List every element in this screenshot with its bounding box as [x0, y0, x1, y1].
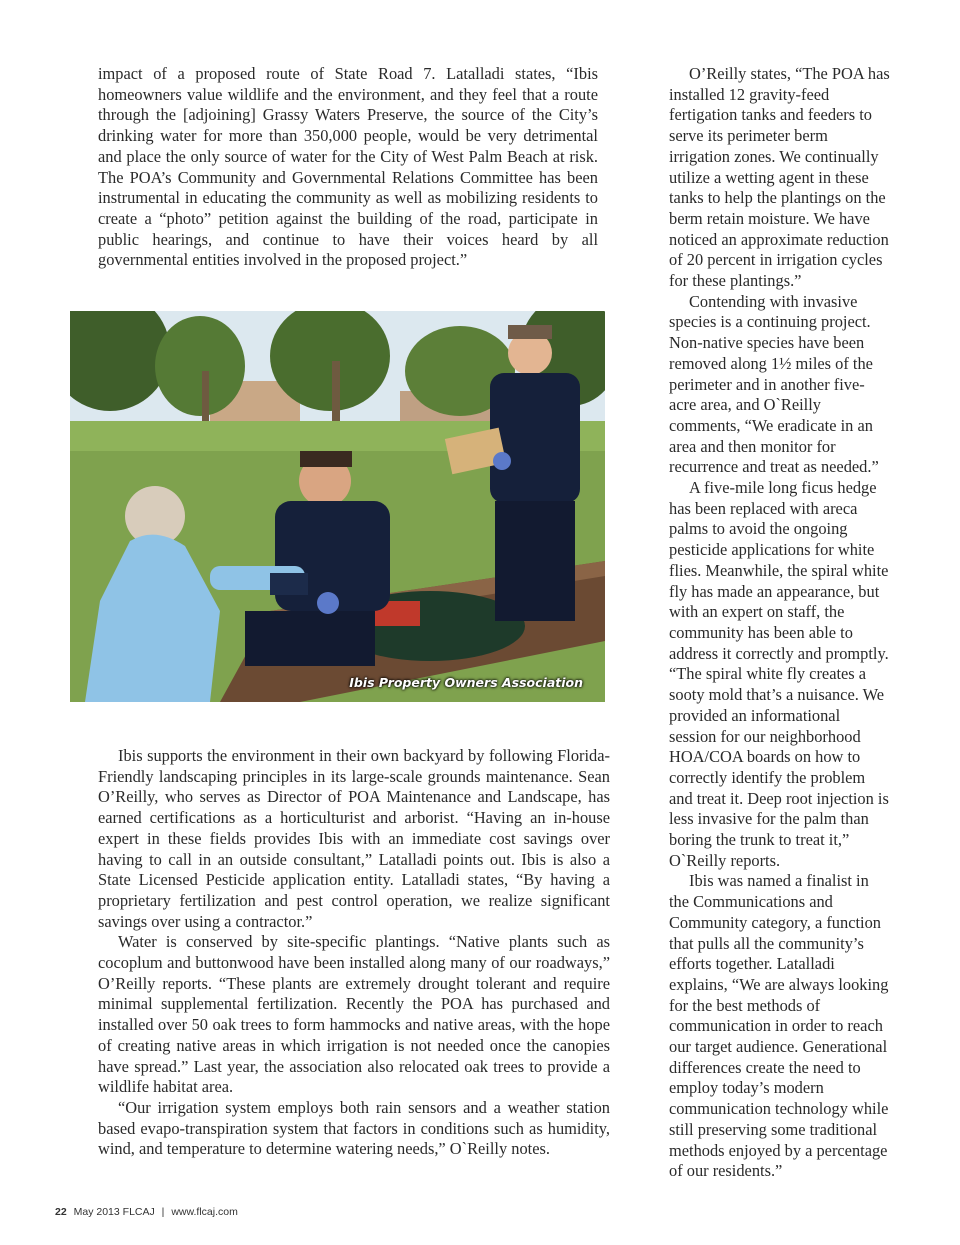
- body-paragraph: impact of a proposed route of State Road 7. Latalladi states, “Ibis homeowners value wildlife and the environment, and they feel that a route through the [adjoining] Grassy Waters Preserve, the source of the City’s drinking water for more than 350,000 people, would be very detrimental and place the only source of water for the City of West Palm Beach at risk. The POA’s Community and Governmental Relations Committee has been instrumental in educating the community as well as mobilizing residents to create a “photo” petition against the building of the road, participate in public hearings, and continue to have their voices heard by all governmental entities involved in the proposed project.”: [98, 64, 598, 270]
- article-photo: [70, 311, 605, 702]
- photo-caption: Ibis Property Owners Association: [349, 675, 583, 690]
- page-footer: [55, 1206, 238, 1218]
- right-column: [669, 64, 891, 1182]
- body-paragraph: O’Reilly states, “The POA has installed 12 gravity-feed fertigation tanks and feeders to serve its perimeter berm irrigation zones. We continually utilize a wetting agent in these tanks to help the plantings on the berm retain moisture. We have noticed an approximate reduction of 20 percent in irrigation cycles for these plantings.”: [669, 64, 890, 291]
- body-paragraph: Ibis was named a finalist in the Communications and Community category, a function that pulls all the community’s efforts together. Latalladi explains, “We are always looking for the best methods of communication in order to reach our target audience. Generational differences create the need to employ today’s modern communication technology while still preserving some traditional methods enjoyed by a percentage of our residents.”: [669, 871, 889, 1181]
- left-column-top: [98, 64, 598, 271]
- magazine-name: FLCAJ: [122, 1206, 155, 1218]
- body-paragraph: “Our irrigation system employs both rain sensors and a weather station based evapo-transpiration system that factors in conditions such as humidity, wind, and temperature to determine watering needs,” O`Reilly notes.: [98, 1097, 610, 1159]
- left-column-bottom: [98, 746, 610, 1160]
- body-paragraph: Ibis supports the environment in their own backyard by following Florida-Friendly landscaping principles in its large-scale grounds maintenance. Sean O’Reilly, who serves as Director of POA Maintenance and Landscape, has earned certifications as a horticulturist and arborist. “Having an in-house expert in these fields provides Ibis with an immediate cost savings over having to call in an outside consultant,” Latalladi points out. Ibis is also a State Licensed Pesticide application entity. Latalladi states, “By having a proprietary fertilization and pest control operation, we realize significant savings over using a contractor.”: [98, 746, 610, 931]
- body-paragraph: A five-mile long ficus hedge has been replaced with areca palms to avoid the ongoing pesticide applications for white flies. Meanwhile, the spiral white fly has made an appearance, but with an expert on staff, the community has been able to address it correctly and promptly. “The spiral white fly creates a sooty mold that’s a nuisance. We provided an informational session for our neighborhood HOA/COA boards on how to correctly identify the problem and treat it. Deep root injection is less invasive for the palm than boring the trunk to treat it,” O`Reilly reports.: [669, 478, 889, 870]
- photo-illustration: [70, 311, 605, 702]
- body-paragraph: Contending with invasive species is a continuing project. Non-native species have been removed along 1½ miles of the perimeter and in another five-acre area, and O`Reilly comments, “We eradicate in an area and then monitor for recurrence and treat as needed.”: [669, 291, 879, 477]
- page-number: 22: [55, 1206, 67, 1218]
- website-link[interactable]: www.flcaj.com: [171, 1206, 238, 1218]
- body-paragraph: Water is conserved by site-specific plantings. “Native plants such as cocoplum and buttonwood have been installed along many of our roadways,” O’Reilly reports. “These plants are extremely drought tolerant and require minimal supplemental fertilization. Recently the POA has purchased and installed over 50 oak trees to form hammocks and native areas, with the hope of creating native areas in which irrigation is not needed once the canopies have spread.” Last year, the association also relocated oak trees to provide a wildlife habitat area.: [98, 932, 610, 1097]
- issue-date: May 2013: [73, 1206, 120, 1218]
- footer-separator: |: [161, 1206, 165, 1218]
